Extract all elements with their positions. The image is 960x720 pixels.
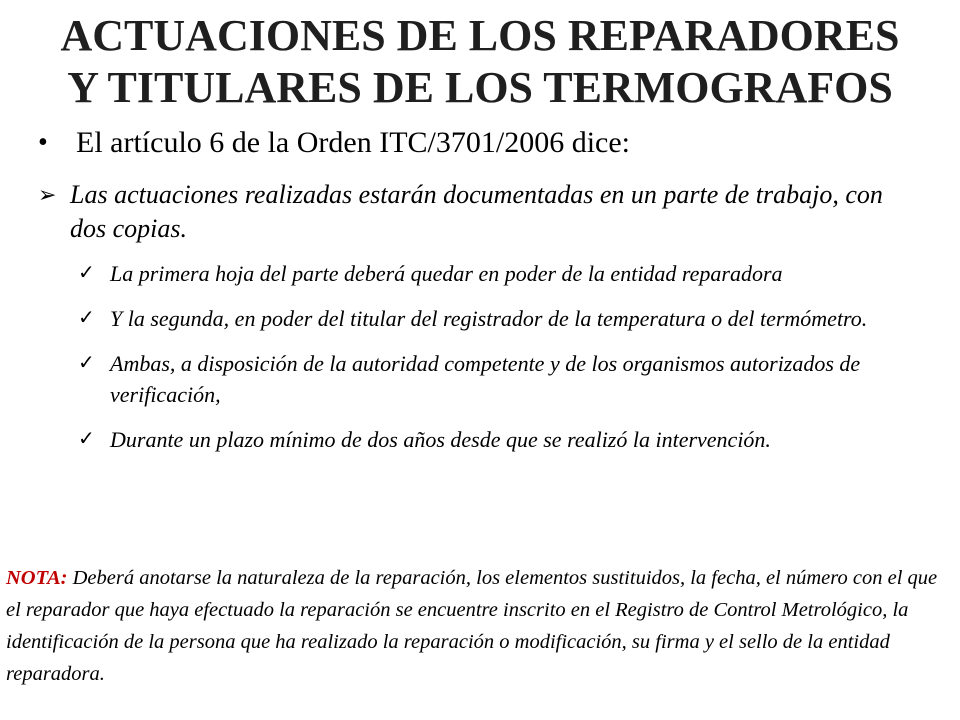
- checkmark-icon: ✓: [78, 428, 95, 450]
- checkmark-icon: ✓: [78, 262, 95, 284]
- check-list: [78, 258, 938, 469]
- check-item: [78, 424, 938, 455]
- check-item-text: Y la segunda, en poder del titular del registrador de la temperatura o del termómetro.: [110, 306, 868, 331]
- arrow-bullet: [38, 178, 918, 246]
- check-item: [78, 348, 938, 410]
- checkmark-icon: ✓: [78, 352, 95, 374]
- main-bullet: [38, 124, 630, 162]
- check-item-text: Ambas, a disposición de la autoridad competente y de los organismos autorizados de verificación,: [110, 351, 861, 407]
- title-line-2: Y TITULARES DE LOS TERMOGRAFOS: [67, 63, 893, 112]
- nota-label: NOTA:: [6, 567, 68, 589]
- bullet-dot-icon: •: [38, 127, 48, 158]
- check-item-text: Durante un plazo mínimo de dos años desde que se realizó la intervención.: [110, 427, 771, 452]
- nota-block: [6, 562, 956, 690]
- title-line-1: ACTUACIONES DE LOS REPARADORES: [60, 11, 900, 60]
- arrow-bullet-icon: ➢: [38, 182, 57, 207]
- arrow-bullet-text: Las actuaciones realizadas estarán documentadas en un parte de trabajo, con dos copias.: [70, 180, 883, 243]
- main-bullet-text: El artículo 6 de la Orden ITC/3701/2006 dice:: [76, 126, 631, 159]
- check-item-text: La primera hoja del parte deberá quedar en poder de la entidad reparadora: [110, 261, 783, 286]
- slide-title: [0, 10, 960, 114]
- check-item: [78, 303, 938, 334]
- check-item: [78, 258, 938, 289]
- checkmark-icon: ✓: [78, 307, 95, 329]
- nota-text: Deberá anotarse la naturaleza de la reparación, los elementos sustituidos, la fecha, el número con el que el reparador que haya efectuado la reparación se encuentre inscrito en el Registro de Control Metrológico, la identificación de la persona que ha realizado la reparación o modificación, su firma y el sello de la entidad reparadora.: [6, 567, 938, 685]
